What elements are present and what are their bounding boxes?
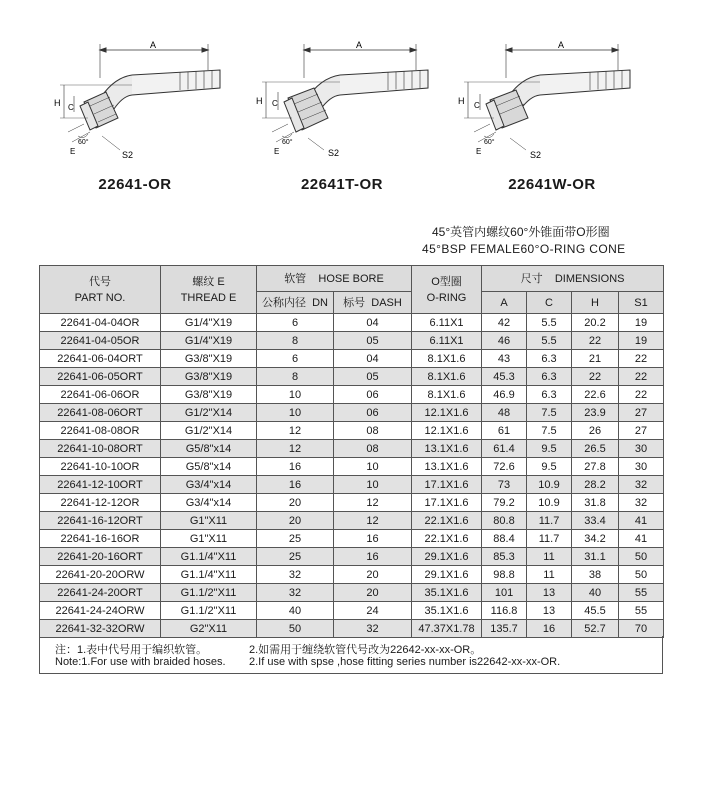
cell-a: 43	[482, 350, 527, 368]
label-s2: S2	[122, 150, 134, 160]
cell-dash: 12	[334, 494, 412, 512]
cell-part: 22641-12-12OR	[40, 494, 161, 512]
header-dash: 标号 DASH	[334, 292, 412, 314]
cell-dn: 16	[257, 458, 334, 476]
table-row	[40, 404, 664, 422]
cell-a: 45.3	[482, 368, 527, 386]
cell-oring: 8.1X1.6	[412, 350, 482, 368]
cell-thread: G3/8"X19	[161, 368, 257, 386]
cell-c: 6.3	[527, 368, 572, 386]
cell-part: 22641-16-12ORT	[40, 512, 161, 530]
cell-dash: 06	[334, 404, 412, 422]
cell-a: 73	[482, 476, 527, 494]
cell-thread: G1"X11	[161, 512, 257, 530]
cell-a: 116.8	[482, 602, 527, 620]
cell-c: 13	[527, 602, 572, 620]
label-a: A	[150, 40, 157, 50]
cell-h: 21	[572, 350, 619, 368]
cell-thread: G1.1/2"X11	[161, 602, 257, 620]
table-row	[40, 566, 664, 584]
cell-s1: 19	[619, 332, 664, 350]
cell-h: 31.8	[572, 494, 619, 512]
cell-dn: 8	[257, 368, 334, 386]
header-c: C	[527, 292, 572, 314]
label-angle: 60°	[484, 139, 495, 146]
cell-oring: 47.37X1.78	[412, 620, 482, 638]
cell-part: 22641-32-32ORW	[40, 620, 161, 638]
header-o-ring: O型圈 O-RING	[412, 266, 482, 314]
note-2-cn: 2.如需用于缠绕软管代号改为22642-xx-xx-OR。	[249, 644, 482, 656]
cell-s1: 55	[619, 602, 664, 620]
cell-c: 11	[527, 548, 572, 566]
cell-thread: G1/4"X19	[161, 314, 257, 332]
label-c: C	[474, 101, 480, 110]
cell-part: 22641-10-08ORT	[40, 440, 161, 458]
cell-a: 88.4	[482, 530, 527, 548]
cell-oring: 6.11X1	[412, 314, 482, 332]
cell-part: 22641-04-04OR	[40, 314, 161, 332]
cell-oring: 35.1X1.6	[412, 602, 482, 620]
header-part-no: 代号 PART NO.	[40, 266, 161, 314]
cell-h: 52.7	[572, 620, 619, 638]
table-row	[40, 422, 664, 440]
notes-box	[39, 636, 663, 674]
note-1-en: Note:1.For use with braided hoses.	[55, 656, 226, 668]
table-heading-en: 45°BSP FEMALE60°O-RING CONE	[422, 242, 626, 256]
drawing-22641w-or	[448, 40, 648, 170]
model-name: 22641T-OR	[300, 176, 384, 193]
cell-a: 46	[482, 332, 527, 350]
label-a: A	[558, 40, 565, 50]
header-dn: 公称内径 DN	[257, 292, 334, 314]
cell-a: 135.7	[482, 620, 527, 638]
cell-s1: 70	[619, 620, 664, 638]
cell-c: 9.5	[527, 440, 572, 458]
header-h: H	[572, 292, 619, 314]
cell-part: 22641-20-16ORT	[40, 548, 161, 566]
cell-part: 22641-06-04ORT	[40, 350, 161, 368]
cell-h: 28.2	[572, 476, 619, 494]
cell-s1: 55	[619, 584, 664, 602]
cell-s1: 41	[619, 512, 664, 530]
cell-thread: G3/8"X19	[161, 386, 257, 404]
cell-dash: 10	[334, 458, 412, 476]
table-row	[40, 458, 664, 476]
label-angle: 60°	[282, 139, 293, 146]
cell-c: 11.7	[527, 530, 572, 548]
cell-h: 34.2	[572, 530, 619, 548]
cell-h: 22	[572, 332, 619, 350]
cell-dash: 20	[334, 566, 412, 584]
cell-c: 6.3	[527, 350, 572, 368]
cell-a: 61	[482, 422, 527, 440]
cell-thread: G1"X11	[161, 530, 257, 548]
cell-c: 6.3	[527, 386, 572, 404]
table-row	[40, 368, 664, 386]
label-h: H	[256, 96, 263, 106]
cell-oring: 12.1X1.6	[412, 422, 482, 440]
cell-part: 22641-24-24ORW	[40, 602, 161, 620]
cell-s1: 22	[619, 350, 664, 368]
cell-c: 7.5	[527, 404, 572, 422]
header-dimensions: 尺寸 DIMENSIONS	[482, 266, 664, 292]
cell-thread: G1.1/4"X11	[161, 548, 257, 566]
cell-dn: 12	[257, 422, 334, 440]
cell-oring: 8.1X1.6	[412, 386, 482, 404]
header-thread: 螺纹 E THREAD E	[161, 266, 257, 314]
cell-oring: 13.1X1.6	[412, 458, 482, 476]
header-a: A	[482, 292, 527, 314]
table-row	[40, 440, 664, 458]
cell-a: 85.3	[482, 548, 527, 566]
table-heading-cn: 45°英管内螺纹60°外锥面带O形圈	[432, 225, 610, 239]
header-hose-bore: 软管 HOSE BORE	[257, 266, 412, 292]
model-name: 22641-OR	[98, 176, 172, 193]
cell-c: 16	[527, 620, 572, 638]
cell-dn: 50	[257, 620, 334, 638]
cell-h: 22	[572, 368, 619, 386]
table-row	[40, 332, 664, 350]
cell-oring: 6.11X1	[412, 332, 482, 350]
cell-dash: 06	[334, 386, 412, 404]
cell-dn: 20	[257, 512, 334, 530]
cell-thread: G1/2"X14	[161, 404, 257, 422]
drawing-22641t-or	[248, 40, 448, 170]
label-s2: S2	[530, 150, 542, 160]
cell-dn: 40	[257, 602, 334, 620]
table-row	[40, 476, 664, 494]
label-c: C	[68, 103, 74, 112]
cell-s1: 22	[619, 386, 664, 404]
table-row	[40, 548, 664, 566]
cell-a: 48	[482, 404, 527, 422]
cell-s1: 27	[619, 404, 664, 422]
cell-c: 7.5	[527, 422, 572, 440]
cell-dash: 04	[334, 350, 412, 368]
cell-oring: 12.1X1.6	[412, 404, 482, 422]
cell-h: 31.1	[572, 548, 619, 566]
cell-oring: 22.1X1.6	[412, 512, 482, 530]
cell-thread: G2"X11	[161, 620, 257, 638]
label-e: E	[274, 147, 280, 156]
cell-h: 45.5	[572, 602, 619, 620]
drawing-22641-or	[40, 40, 240, 170]
cell-dn: 12	[257, 440, 334, 458]
table-row	[40, 584, 664, 602]
technical-drawings	[0, 0, 706, 200]
cell-h: 22.6	[572, 386, 619, 404]
cell-s1: 27	[619, 422, 664, 440]
cell-dn: 8	[257, 332, 334, 350]
cell-dn: 10	[257, 386, 334, 404]
label-s2: S2	[328, 148, 340, 158]
cell-oring: 35.1X1.6	[412, 584, 482, 602]
spec-table	[39, 265, 664, 638]
label-h: H	[458, 96, 465, 106]
cell-s1: 19	[619, 314, 664, 332]
cell-s1: 30	[619, 440, 664, 458]
label-angle: 60°	[78, 139, 89, 146]
cell-c: 13	[527, 584, 572, 602]
label-c: C	[272, 99, 278, 108]
cell-a: 46.9	[482, 386, 527, 404]
header-s1: S1	[619, 292, 664, 314]
cell-dash: 10	[334, 476, 412, 494]
cell-h: 40	[572, 584, 619, 602]
cell-a: 101	[482, 584, 527, 602]
cell-thread: G3/4"x14	[161, 476, 257, 494]
cell-thread: G1/4"X19	[161, 332, 257, 350]
cell-part: 22641-12-10ORT	[40, 476, 161, 494]
cell-thread: G3/4"x14	[161, 494, 257, 512]
cell-dn: 32	[257, 566, 334, 584]
cell-c: 11.7	[527, 512, 572, 530]
cell-h: 26.5	[572, 440, 619, 458]
cell-part: 22641-08-06ORT	[40, 404, 161, 422]
model-name: 22641W-OR	[508, 176, 596, 193]
cell-part: 22641-08-08OR	[40, 422, 161, 440]
cell-dash: 08	[334, 440, 412, 458]
cell-oring: 22.1X1.6	[412, 530, 482, 548]
cell-dn: 6	[257, 350, 334, 368]
cell-oring: 29.1X1.6	[412, 548, 482, 566]
cell-part: 22641-10-10OR	[40, 458, 161, 476]
cell-s1: 50	[619, 548, 664, 566]
cell-a: 98.8	[482, 566, 527, 584]
table-row	[40, 602, 664, 620]
cell-thread: G1.1/4"X11	[161, 566, 257, 584]
cell-dn: 10	[257, 404, 334, 422]
label-a: A	[356, 40, 363, 50]
cell-a: 79.2	[482, 494, 527, 512]
cell-s1: 32	[619, 494, 664, 512]
cell-dn: 25	[257, 548, 334, 566]
cell-h: 23.9	[572, 404, 619, 422]
fitting-45deg-drawing	[448, 40, 648, 170]
cell-dash: 16	[334, 548, 412, 566]
cell-thread: G5/8"x14	[161, 440, 257, 458]
cell-part: 22641-20-20ORW	[40, 566, 161, 584]
table-row	[40, 530, 664, 548]
cell-s1: 30	[619, 458, 664, 476]
fitting-45deg-drawing	[40, 40, 240, 170]
cell-dash: 20	[334, 584, 412, 602]
cell-dash: 24	[334, 602, 412, 620]
cell-c: 9.5	[527, 458, 572, 476]
cell-part: 22641-06-05ORT	[40, 368, 161, 386]
cell-s1: 22	[619, 368, 664, 386]
cell-h: 27.8	[572, 458, 619, 476]
label-h: H	[54, 98, 61, 108]
cell-thread: G1/2"X14	[161, 422, 257, 440]
cell-oring: 8.1X1.6	[412, 368, 482, 386]
cell-dash: 08	[334, 422, 412, 440]
cell-part: 22641-16-16OR	[40, 530, 161, 548]
table-row	[40, 494, 664, 512]
table-row	[40, 314, 664, 332]
cell-s1: 41	[619, 530, 664, 548]
cell-c: 10.9	[527, 476, 572, 494]
cell-s1: 50	[619, 566, 664, 584]
spec-table-body	[40, 314, 664, 638]
cell-c: 11	[527, 566, 572, 584]
cell-part: 22641-24-20ORT	[40, 584, 161, 602]
cell-oring: 17.1X1.6	[412, 494, 482, 512]
cell-dn: 32	[257, 584, 334, 602]
label-e: E	[70, 147, 76, 156]
cell-dn: 6	[257, 314, 334, 332]
table-row	[40, 620, 664, 638]
cell-dn: 25	[257, 530, 334, 548]
cell-part: 22641-04-05OR	[40, 332, 161, 350]
cell-h: 26	[572, 422, 619, 440]
cell-dash: 04	[334, 314, 412, 332]
cell-dash: 12	[334, 512, 412, 530]
cell-a: 61.4	[482, 440, 527, 458]
cell-c: 5.5	[527, 332, 572, 350]
cell-s1: 32	[619, 476, 664, 494]
cell-c: 10.9	[527, 494, 572, 512]
cell-part: 22641-06-06OR	[40, 386, 161, 404]
fitting-45deg-drawing	[248, 40, 448, 170]
cell-oring: 29.1X1.6	[412, 566, 482, 584]
table-row	[40, 350, 664, 368]
cell-dash: 16	[334, 530, 412, 548]
table-row	[40, 386, 664, 404]
cell-h: 33.4	[572, 512, 619, 530]
cell-dash: 32	[334, 620, 412, 638]
cell-oring: 13.1X1.6	[412, 440, 482, 458]
cell-h: 38	[572, 566, 619, 584]
note-1-cn: 注：1.表中代号用于编织软管。	[55, 644, 208, 656]
table-row	[40, 512, 664, 530]
cell-dash: 05	[334, 368, 412, 386]
note-2-en: 2.If use with spse ,hose fitting series number is22642-xx-xx-OR.	[249, 656, 561, 668]
cell-thread: G3/8"X19	[161, 350, 257, 368]
cell-c: 5.5	[527, 314, 572, 332]
cell-thread: G1.1/2"X11	[161, 584, 257, 602]
cell-a: 42	[482, 314, 527, 332]
cell-a: 80.8	[482, 512, 527, 530]
cell-thread: G5/8"x14	[161, 458, 257, 476]
cell-a: 72.6	[482, 458, 527, 476]
cell-h: 20.2	[572, 314, 619, 332]
label-e: E	[476, 147, 482, 156]
cell-oring: 17.1X1.6	[412, 476, 482, 494]
cell-dash: 05	[334, 332, 412, 350]
cell-dn: 16	[257, 476, 334, 494]
cell-dn: 20	[257, 494, 334, 512]
